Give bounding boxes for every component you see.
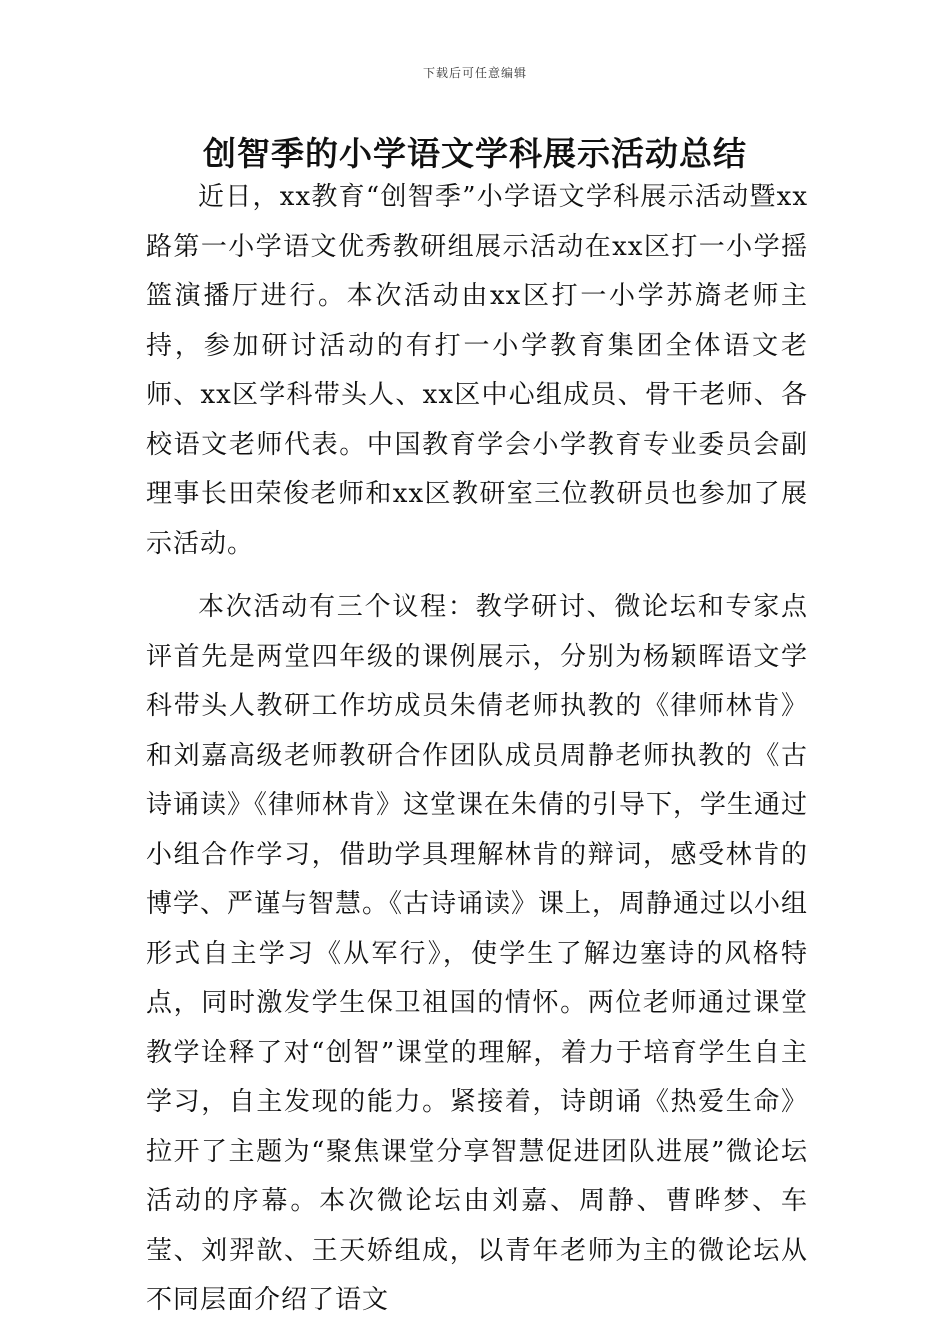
document-title: 创智季的小学语文学科展示活动总结: [203, 134, 747, 173]
header-note: 下载后可任意编辑: [422, 66, 527, 80]
paragraph-1: 近日，xx教育“创智季”小学语文学科展示活动暨xx路第一小学语文优秀教研组展示活动在xx区打一小学摇篮演播厅进行。本次活动由xx区打一小学苏旖老师主持，参加研讨活动的有打一小学教育集团全体语文老师、xx区学科带头人、xx区中心组成员、骨干老师、各校语文老师代表。中国教育学会小学教育专业委员会副理事长田荣俊老师和xx区教研室三位教研员也参加了展示活动。: [146, 182, 808, 559]
document-body: [146, 173, 808, 1326]
paragraph-2: 本次活动有三个议程：教学研讨、微论坛和专家点评首先是两堂四年级的课例展示，分别为杨颖晖语文学科带头人教研工作坊成员朱倩老师执教的《律师林肯》和刘嘉高级老师教研合作团队成员周静老师执教的《古诗诵读》《律师林肯》这堂课在朱倩的引导下，学生通过小组合作学习，借助学具理解林肯的辩词，感受林肯的博学、严谨与智慧。《古诗诵读》课上，周静通过以小组形式自主学习《从军行》，使学生了解边塞诗的风格特点，同时激发学生保卫祖国的情怀。两位老师通过课堂教学诠释了对“创智”课堂的理解，着力于培育学生自主学习，自主发现的能力。紧接着，诗朗诵《热爱生命》拉开了主题为“聚焦课堂分享智慧促进团队进展”微论坛活动的序幕。本次微论坛由刘嘉、周静、曹晔梦、车莹、刘羿歆、王天娇组成，以青年老师为主的微论坛从不同层面介绍了语文: [146, 592, 809, 1315]
